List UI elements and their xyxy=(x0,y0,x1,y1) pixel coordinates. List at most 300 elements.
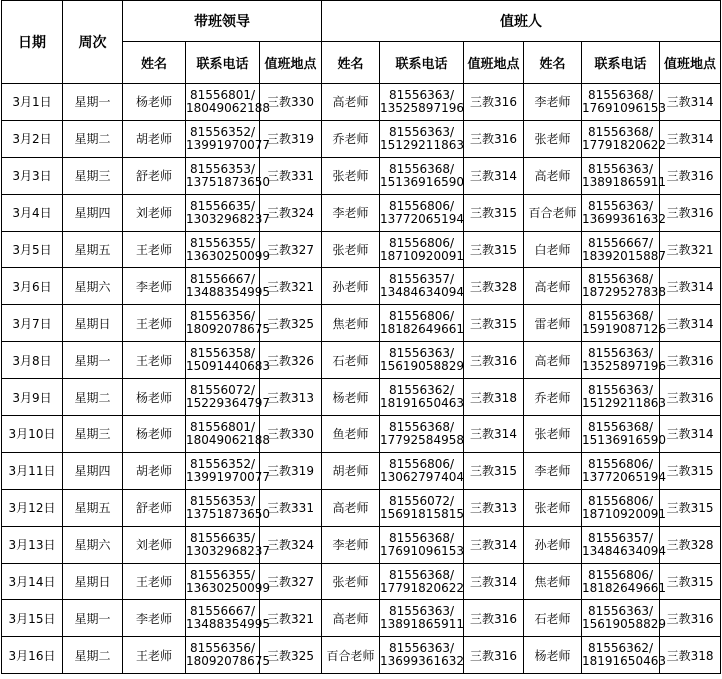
duty2-name-cell: 张老师 xyxy=(524,489,582,526)
date-cell: 3月10日 xyxy=(2,416,63,453)
header-duty2-location: 值班地点 xyxy=(660,42,721,84)
duty2-phone-cell xyxy=(582,268,666,305)
duty2-location-cell: 三教318 xyxy=(660,637,721,674)
phone-office: 81556806/ xyxy=(388,309,455,324)
table-row xyxy=(2,231,721,268)
date-cell: 3月11日 xyxy=(2,452,63,489)
phone-office: 81556368/ xyxy=(388,567,455,582)
phone-mobile: 13488354995 xyxy=(186,285,270,300)
leader-phone-cell xyxy=(186,194,270,231)
header-duty1-phone: 联系电话 xyxy=(380,42,464,84)
duty1-location-cell: 三教316 xyxy=(464,342,524,379)
date-cell: 3月8日 xyxy=(2,342,63,379)
duty2-location-cell: 三教314 xyxy=(660,84,721,121)
duty1-name-cell: 高老师 xyxy=(322,489,380,526)
duty2-phone-cell xyxy=(582,416,666,453)
weekday-cell: 星期三 xyxy=(63,157,123,194)
duty1-phone-cell xyxy=(380,231,464,268)
duty2-name-cell: 焦老师 xyxy=(524,563,582,600)
phone-office: 81556355/ xyxy=(189,235,256,250)
duty2-name-cell: 李老师 xyxy=(524,84,582,121)
duty2-phone-cell xyxy=(582,452,666,489)
leader-name-cell: 李老师 xyxy=(123,600,186,637)
leader-phone-cell xyxy=(186,120,270,157)
duty1-location-cell: 三教314 xyxy=(464,416,524,453)
phone-office: 81556363/ xyxy=(587,198,654,213)
weekday-cell: 星期一 xyxy=(63,342,123,379)
phone-office: 81556806/ xyxy=(388,198,455,213)
weekday-cell: 星期四 xyxy=(63,452,123,489)
duty2-location-cell: 三教314 xyxy=(660,305,721,342)
duty2-name-cell: 乔老师 xyxy=(524,379,582,416)
leader-phone-cell xyxy=(186,379,270,416)
duty1-phone-cell xyxy=(380,637,464,674)
duty1-location-cell: 三教315 xyxy=(464,194,524,231)
duty2-name-cell: 杨老师 xyxy=(524,637,582,674)
duty2-name-cell: 百合老师 xyxy=(524,194,582,231)
phone-office: 81556358/ xyxy=(189,346,256,361)
header-leader-group: 带班领导 xyxy=(123,1,322,42)
header-leader-name: 姓名 xyxy=(123,42,186,84)
duty2-location-cell: 三教315 xyxy=(660,452,721,489)
phone-office: 81556801/ xyxy=(189,87,256,102)
duty1-location-cell: 三教316 xyxy=(464,84,524,121)
weekday-cell: 星期三 xyxy=(63,416,123,453)
duty2-phone-cell xyxy=(582,489,666,526)
weekday-cell: 星期五 xyxy=(63,231,123,268)
phone-mobile: 13484634094 xyxy=(380,285,464,300)
phone-mobile: 15129211863 xyxy=(380,137,464,152)
table-row xyxy=(2,563,721,600)
leader-location-cell: 三教324 xyxy=(260,526,322,563)
duty2-phone-cell xyxy=(582,231,666,268)
weekday-cell: 星期日 xyxy=(63,563,123,600)
header-weekday: 周次 xyxy=(63,1,123,84)
phone-mobile: 13525897196 xyxy=(582,359,666,374)
header-row-1 xyxy=(2,1,721,42)
phone-office: 81556363/ xyxy=(587,383,654,398)
phone-office: 81556362/ xyxy=(587,641,654,656)
table-row xyxy=(2,452,721,489)
date-cell: 3月6日 xyxy=(2,268,63,305)
duty1-phone-cell xyxy=(380,600,464,637)
duty2-phone-cell xyxy=(582,305,666,342)
phone-mobile: 13772065194 xyxy=(380,211,464,226)
phone-office: 81556356/ xyxy=(189,309,256,324)
duty1-phone-cell xyxy=(380,342,464,379)
phone-mobile: 13991970077 xyxy=(186,137,270,152)
weekday-cell: 星期六 xyxy=(63,526,123,563)
duty1-name-cell: 乔老师 xyxy=(322,120,380,157)
phone-mobile: 13751873650 xyxy=(186,506,270,521)
duty2-location-cell: 三教316 xyxy=(660,342,721,379)
phone-mobile: 13032968237 xyxy=(186,211,270,226)
phone-office: 81556806/ xyxy=(587,493,654,508)
table-row xyxy=(2,489,721,526)
leader-name-cell: 王老师 xyxy=(123,231,186,268)
duty1-phone-cell xyxy=(380,379,464,416)
weekday-cell: 星期日 xyxy=(63,305,123,342)
leader-location-cell: 三教325 xyxy=(260,305,322,342)
leader-name-cell: 杨老师 xyxy=(123,416,186,453)
date-cell: 3月5日 xyxy=(2,231,63,268)
date-cell: 3月4日 xyxy=(2,194,63,231)
duty2-phone-cell xyxy=(582,600,666,637)
phone-office: 81556357/ xyxy=(587,530,654,545)
header-duty1-name: 姓名 xyxy=(322,42,380,84)
phone-mobile: 18191650463 xyxy=(380,396,464,411)
leader-name-cell: 李老师 xyxy=(123,268,186,305)
phone-office: 81556667/ xyxy=(189,272,256,287)
leader-name-cell: 舒老师 xyxy=(123,489,186,526)
phone-mobile: 15919087126 xyxy=(582,322,666,337)
duty2-name-cell: 孙老师 xyxy=(524,526,582,563)
phone-office: 81556072/ xyxy=(189,383,256,398)
duty1-name-cell: 张老师 xyxy=(322,231,380,268)
duty2-phone-cell xyxy=(582,194,666,231)
phone-mobile: 13891865911 xyxy=(582,174,666,189)
duty2-location-cell: 三教314 xyxy=(660,416,721,453)
phone-office: 81556355/ xyxy=(189,567,256,582)
duty1-name-cell: 李老师 xyxy=(322,194,380,231)
leader-location-cell: 三教327 xyxy=(260,563,322,600)
weekday-cell: 星期二 xyxy=(63,637,123,674)
phone-mobile: 17691096153 xyxy=(582,100,666,115)
duty1-name-cell: 胡老师 xyxy=(322,452,380,489)
leader-phone-cell xyxy=(186,637,270,674)
phone-mobile: 15691815815 xyxy=(380,506,464,521)
leader-location-cell: 三教331 xyxy=(260,157,322,194)
duty1-phone-cell xyxy=(380,120,464,157)
duty2-location-cell: 三教314 xyxy=(660,268,721,305)
duty1-name-cell: 高老师 xyxy=(322,84,380,121)
phone-mobile: 13484634094 xyxy=(582,543,666,558)
leader-phone-cell xyxy=(186,342,270,379)
duty2-location-cell: 三教316 xyxy=(660,600,721,637)
date-cell: 3月2日 xyxy=(2,120,63,157)
phone-mobile: 15091440683 xyxy=(186,359,270,374)
date-cell: 3月1日 xyxy=(2,84,63,121)
duty1-phone-cell xyxy=(380,268,464,305)
leader-phone-cell xyxy=(186,416,270,453)
phone-mobile: 13630250099 xyxy=(186,248,270,263)
duty2-location-cell: 三教316 xyxy=(660,379,721,416)
table-row xyxy=(2,416,721,453)
phone-office: 81556368/ xyxy=(587,272,654,287)
weekday-cell: 星期一 xyxy=(63,84,123,121)
phone-mobile: 13699361632 xyxy=(380,654,464,669)
duty1-name-cell: 李老师 xyxy=(322,526,380,563)
duty2-location-cell: 三教316 xyxy=(660,157,721,194)
header-duty-group: 值班人 xyxy=(322,1,721,42)
duty1-location-cell: 三教314 xyxy=(464,526,524,563)
phone-office: 81556806/ xyxy=(388,235,455,250)
phone-office: 81556363/ xyxy=(388,87,455,102)
leader-location-cell: 三教321 xyxy=(260,268,322,305)
leader-name-cell: 杨老师 xyxy=(123,379,186,416)
duty1-location-cell: 三教315 xyxy=(464,452,524,489)
duty1-name-cell: 焦老师 xyxy=(322,305,380,342)
phone-mobile: 18191650463 xyxy=(582,654,666,669)
duty1-phone-cell xyxy=(380,452,464,489)
leader-name-cell: 王老师 xyxy=(123,342,186,379)
leader-phone-cell xyxy=(186,563,270,600)
phone-office: 81556363/ xyxy=(388,346,455,361)
leader-location-cell: 三教331 xyxy=(260,489,322,526)
phone-mobile: 15619058829 xyxy=(380,359,464,374)
duty1-location-cell: 三教315 xyxy=(464,231,524,268)
phone-office: 81556806/ xyxy=(587,456,654,471)
duty1-name-cell: 高老师 xyxy=(322,600,380,637)
phone-office: 81556806/ xyxy=(587,567,654,582)
phone-mobile: 15129211863 xyxy=(582,396,666,411)
duty2-name-cell: 石老师 xyxy=(524,600,582,637)
leader-location-cell: 三教326 xyxy=(260,342,322,379)
duty2-phone-cell xyxy=(582,563,666,600)
duty1-name-cell: 张老师 xyxy=(322,563,380,600)
duty1-phone-cell xyxy=(380,526,464,563)
date-cell: 3月15日 xyxy=(2,600,63,637)
leader-location-cell: 三教313 xyxy=(260,379,322,416)
weekday-cell: 星期五 xyxy=(63,489,123,526)
duty2-phone-cell xyxy=(582,342,666,379)
phone-office: 81556635/ xyxy=(189,530,256,545)
phone-mobile: 13032968237 xyxy=(186,543,270,558)
table-row xyxy=(2,379,721,416)
leader-phone-cell xyxy=(186,84,270,121)
duty2-location-cell: 三教314 xyxy=(660,120,721,157)
duty1-phone-cell xyxy=(380,157,464,194)
date-cell: 3月3日 xyxy=(2,157,63,194)
duty2-phone-cell xyxy=(582,526,666,563)
phone-office: 81556363/ xyxy=(388,124,455,139)
duty1-location-cell: 三教314 xyxy=(464,563,524,600)
phone-office: 81556368/ xyxy=(388,530,455,545)
phone-office: 81556801/ xyxy=(189,419,256,434)
weekday-cell: 星期六 xyxy=(63,268,123,305)
header-duty2-name: 姓名 xyxy=(524,42,582,84)
duty1-location-cell: 三教315 xyxy=(464,305,524,342)
phone-mobile: 15136916590 xyxy=(582,432,666,447)
leader-phone-cell xyxy=(186,526,270,563)
duty1-name-cell: 石老师 xyxy=(322,342,380,379)
phone-office: 81556352/ xyxy=(189,456,256,471)
phone-office: 81556368/ xyxy=(388,419,455,434)
phone-mobile: 18092078675 xyxy=(186,654,270,669)
leader-name-cell: 杨老师 xyxy=(123,84,186,121)
phone-office: 81556356/ xyxy=(189,641,256,656)
phone-office: 81556352/ xyxy=(189,124,256,139)
duty2-name-cell: 张老师 xyxy=(524,416,582,453)
phone-mobile: 13772065194 xyxy=(582,469,666,484)
weekday-cell: 星期四 xyxy=(63,194,123,231)
duty2-name-cell: 高老师 xyxy=(524,268,582,305)
duty2-name-cell: 雷老师 xyxy=(524,305,582,342)
duty-schedule-table xyxy=(1,0,721,674)
phone-office: 81556357/ xyxy=(388,272,455,287)
duty2-name-cell: 李老师 xyxy=(524,452,582,489)
phone-mobile: 18729527838 xyxy=(582,285,666,300)
date-cell: 3月13日 xyxy=(2,526,63,563)
phone-mobile: 18710920091 xyxy=(582,506,666,521)
phone-office: 81556635/ xyxy=(189,198,256,213)
duty2-location-cell: 三教321 xyxy=(660,231,721,268)
leader-name-cell: 胡老师 xyxy=(123,452,186,489)
duty1-phone-cell xyxy=(380,84,464,121)
leader-phone-cell xyxy=(186,231,270,268)
leader-name-cell: 舒老师 xyxy=(123,157,186,194)
table-row xyxy=(2,600,721,637)
leader-location-cell: 三教330 xyxy=(260,84,322,121)
duty1-location-cell: 三教316 xyxy=(464,120,524,157)
duty1-phone-cell xyxy=(380,489,464,526)
leader-name-cell: 王老师 xyxy=(123,563,186,600)
phone-office: 81556072/ xyxy=(388,493,455,508)
table-row xyxy=(2,637,721,674)
header-leader-location: 值班地点 xyxy=(260,42,322,84)
duty1-name-cell: 孙老师 xyxy=(322,268,380,305)
duty2-location-cell: 三教316 xyxy=(660,194,721,231)
duty1-phone-cell xyxy=(380,305,464,342)
phone-mobile: 13891865911 xyxy=(380,617,464,632)
phone-mobile: 15229364797 xyxy=(186,396,270,411)
table-row xyxy=(2,342,721,379)
leader-name-cell: 刘老师 xyxy=(123,194,186,231)
leader-location-cell: 三教330 xyxy=(260,416,322,453)
duty1-phone-cell xyxy=(380,194,464,231)
leader-location-cell: 三教324 xyxy=(260,194,322,231)
leader-phone-cell xyxy=(186,268,270,305)
duty1-location-cell: 三教313 xyxy=(464,489,524,526)
phone-office: 81556368/ xyxy=(587,309,654,324)
phone-mobile: 13525897196 xyxy=(380,100,464,115)
phone-mobile: 18049062188 xyxy=(186,432,270,447)
header-duty1-location: 值班地点 xyxy=(464,42,524,84)
phone-office: 81556368/ xyxy=(388,161,455,176)
date-cell: 3月7日 xyxy=(2,305,63,342)
leader-name-cell: 王老师 xyxy=(123,637,186,674)
header-leader-phone: 联系电话 xyxy=(186,42,260,84)
phone-mobile: 13991970077 xyxy=(186,469,270,484)
duty2-name-cell: 白老师 xyxy=(524,231,582,268)
duty2-phone-cell xyxy=(582,379,666,416)
weekday-cell: 星期一 xyxy=(63,600,123,637)
phone-mobile: 13630250099 xyxy=(186,580,270,595)
weekday-cell: 星期二 xyxy=(63,379,123,416)
leader-name-cell: 王老师 xyxy=(123,305,186,342)
header-duty2-phone: 联系电话 xyxy=(582,42,660,84)
leader-phone-cell xyxy=(186,600,270,637)
duty2-phone-cell xyxy=(582,120,666,157)
phone-office: 81556368/ xyxy=(587,87,654,102)
phone-mobile: 18182649661 xyxy=(582,580,666,595)
phone-office: 81556362/ xyxy=(388,383,455,398)
table-row xyxy=(2,268,721,305)
leader-phone-cell xyxy=(186,489,270,526)
leader-location-cell: 三教321 xyxy=(260,600,322,637)
phone-mobile: 13062797404 xyxy=(380,469,464,484)
phone-mobile: 17791820622 xyxy=(582,137,666,152)
table-row xyxy=(2,194,721,231)
duty1-name-cell: 百合老师 xyxy=(322,637,380,674)
phone-mobile: 15619058829 xyxy=(582,617,666,632)
phone-mobile: 18092078675 xyxy=(186,322,270,337)
phone-mobile: 15136916590 xyxy=(380,174,464,189)
leader-name-cell: 刘老师 xyxy=(123,526,186,563)
date-cell: 3月14日 xyxy=(2,563,63,600)
duty2-name-cell: 张老师 xyxy=(524,120,582,157)
duty2-phone-cell xyxy=(582,637,666,674)
phone-office: 81556806/ xyxy=(388,456,455,471)
duty1-location-cell: 三教318 xyxy=(464,379,524,416)
phone-office: 81556363/ xyxy=(388,604,455,619)
date-cell: 3月16日 xyxy=(2,637,63,674)
leader-phone-cell xyxy=(186,452,270,489)
phone-mobile: 13699361632 xyxy=(582,211,666,226)
table-row xyxy=(2,305,721,342)
phone-mobile: 18182649661 xyxy=(380,322,464,337)
date-cell: 3月12日 xyxy=(2,489,63,526)
duty1-name-cell: 鱼老师 xyxy=(322,416,380,453)
table-row xyxy=(2,84,721,121)
duty1-location-cell: 三教316 xyxy=(464,600,524,637)
phone-mobile: 17691096153 xyxy=(380,543,464,558)
duty1-name-cell: 杨老师 xyxy=(322,379,380,416)
table-row xyxy=(2,157,721,194)
phone-office: 81556353/ xyxy=(189,493,256,508)
duty2-location-cell: 三教328 xyxy=(660,526,721,563)
duty1-phone-cell xyxy=(380,416,464,453)
duty2-name-cell: 高老师 xyxy=(524,342,582,379)
table-row xyxy=(2,526,721,563)
duty2-name-cell: 高老师 xyxy=(524,157,582,194)
phone-office: 81556667/ xyxy=(189,604,256,619)
duty1-phone-cell xyxy=(380,563,464,600)
header-date: 日期 xyxy=(2,1,63,84)
phone-mobile: 17791820622 xyxy=(380,580,464,595)
phone-office: 81556368/ xyxy=(587,124,654,139)
phone-mobile: 13488354995 xyxy=(186,617,270,632)
phone-office: 81556368/ xyxy=(587,419,654,434)
schedule-body xyxy=(2,84,721,674)
leader-name-cell: 胡老师 xyxy=(123,120,186,157)
duty1-location-cell: 三教328 xyxy=(464,268,524,305)
phone-mobile: 13751873650 xyxy=(186,174,270,189)
phone-mobile: 18710920091 xyxy=(380,248,464,263)
phone-office: 81556353/ xyxy=(189,161,256,176)
phone-office: 81556363/ xyxy=(587,346,654,361)
duty2-location-cell: 三教315 xyxy=(660,563,721,600)
leader-location-cell: 三教319 xyxy=(260,452,322,489)
duty1-location-cell: 三教316 xyxy=(464,637,524,674)
phone-office: 81556363/ xyxy=(388,641,455,656)
leader-phone-cell xyxy=(186,157,270,194)
duty1-location-cell: 三教314 xyxy=(464,157,524,194)
leader-location-cell: 三教325 xyxy=(260,637,322,674)
phone-mobile: 18392015887 xyxy=(582,248,666,263)
date-cell: 3月9日 xyxy=(2,379,63,416)
leader-location-cell: 三教319 xyxy=(260,120,322,157)
phone-office: 81556363/ xyxy=(587,604,654,619)
phone-office: 81556363/ xyxy=(587,161,654,176)
phone-mobile: 18049062188 xyxy=(186,100,270,115)
leader-phone-cell xyxy=(186,305,270,342)
duty2-phone-cell xyxy=(582,157,666,194)
duty2-location-cell: 三教315 xyxy=(660,489,721,526)
leader-location-cell: 三教327 xyxy=(260,231,322,268)
table-row xyxy=(2,120,721,157)
phone-mobile: 17792584958 xyxy=(380,432,464,447)
